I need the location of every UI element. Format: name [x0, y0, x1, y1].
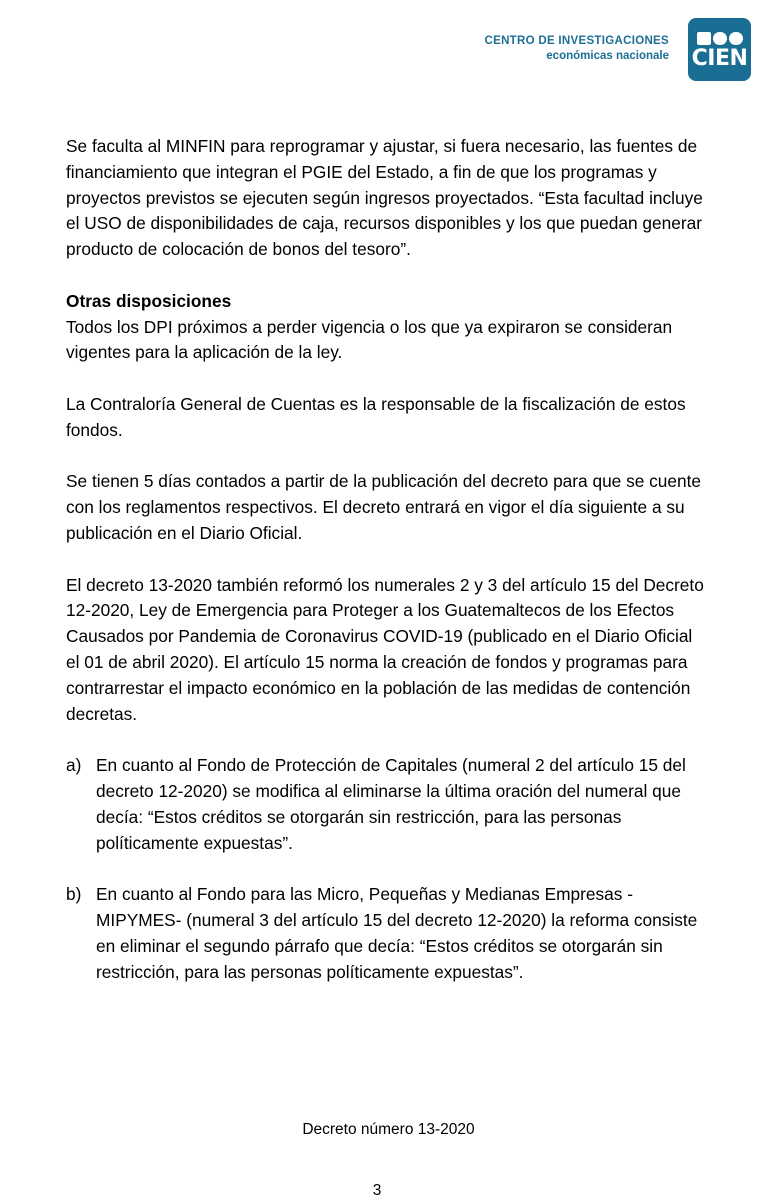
- cien-logo: [688, 18, 751, 81]
- list-item-text: En cuanto al Fondo de Protección de Capitales (numeral 2 del artículo 15 del decreto 12-2020) se modifica al eliminarse la última oración del numeral que decía: “Estos créditos se otorgarán sin restricción, para las personas políticamente expuestas”.: [96, 755, 686, 853]
- page-header: [0, 0, 777, 90]
- list-marker: a): [66, 755, 82, 776]
- list-marker: b): [66, 884, 82, 905]
- document-body: [66, 134, 706, 1011]
- paragraph-dpi: Todos los DPI próximos a perder vigencia o los que ya expiraron se consideran vigentes para la aplicación de la ley.: [66, 316, 673, 363]
- list-item-text: En cuanto al Fondo para las Micro, Pequeñas y Medianas Empresas -MIPYMES- (numeral 3 del artículo 15 del decreto 12-2020) la reforma consiste en eliminar el segundo párrafo que decía: “Estos créditos se otorgarán sin restricción, para las personas políticamente expuestas”.: [96, 884, 698, 982]
- page-number: 3: [372, 1182, 382, 1199]
- list-item: [66, 882, 706, 985]
- paragraph-contraloria: La Contraloría General de Cuentas es la responsable de la fiscalización de estos fondos.: [66, 393, 686, 440]
- section-other-provisions: [66, 289, 706, 366]
- paragraph-financing: Se faculta al MINFIN para reprogramar y ajustar, si fuera necesario, las fuentes de financiamiento que integran el PGIE del Estado, a fin de que los programas y proyectos previstos se ejecuten según ingresos proyectados. “Esta facultad incluye el USO de disponibilidades de caja, recursos disponibles y los que puedan generar producto de colocación de bonos del tesoro”.: [66, 136, 703, 260]
- footer-caption: Decreto número 13-2020: [302, 1121, 475, 1138]
- organization-name-line1: CENTRO DE INVESTIGACIONES: [484, 35, 669, 47]
- paragraph-reglamentos: Se tienen 5 días contados a partir de la publicación del decreto para que se cuente con los reglamentos respectivos. El decreto entrará en vigor el día siguiente a su publicación en el Diario Oficial.: [66, 471, 702, 543]
- organization-name: [485, 34, 670, 64]
- logo-text: CIEN: [691, 46, 748, 71]
- logo-dots-icon: [697, 32, 743, 46]
- list-item: [66, 753, 706, 856]
- section-heading: Otras disposiciones: [66, 290, 232, 311]
- paragraph-reforma: El decreto 13-2020 también reformó los numerales 2 y 3 del artículo 15 del Decreto 12-2020, Ley de Emergencia para Proteger a los Guatemaltecos de los Efectos Causados por Pandemia de Coronavirus COVID-19 (publicado en el Diario Oficial el 01 de abril 2020). El artículo 15 norma la creación de fondos y programas para contrarrestar el impacto económico en la población de las medidas de contención decretas.: [66, 574, 704, 724]
- organization-name-line2: económicas nacionale: [546, 50, 669, 62]
